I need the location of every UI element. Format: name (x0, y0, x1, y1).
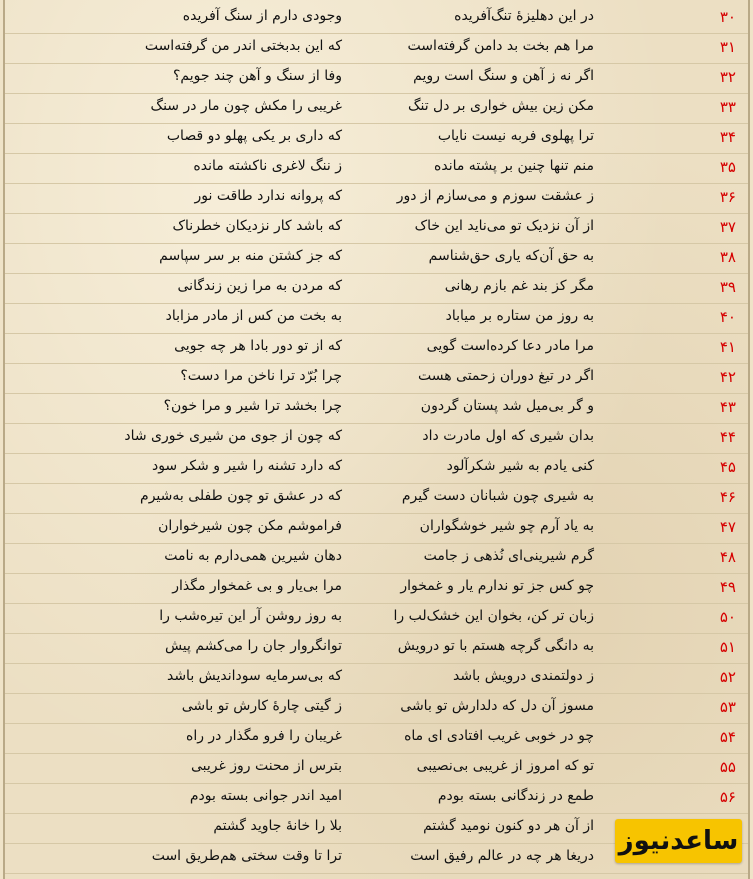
verse-number: ۵۱ (719, 638, 736, 656)
verse-row (5, 484, 748, 514)
verse-number: ۳۴ (719, 128, 736, 146)
second-hemistich: غریبان را فرو مگذار در راه (185, 728, 342, 744)
verse-row (5, 454, 748, 484)
verse-row (5, 784, 748, 814)
first-hemistich: طمع در زندگانی بسته بودم (437, 788, 594, 804)
verse-row (5, 424, 748, 454)
second-hemistich: که دارد تشنه را شیر و شکر سود (151, 458, 342, 474)
verse-number: ۵۶ (719, 788, 736, 806)
first-hemistich: بدان شیری که اول مادرت داد (422, 428, 594, 444)
second-hemistich: دهان شیرین همی‌دارم به نامت (164, 548, 342, 564)
first-hemistich: زبان تر کن، بخوان این خشک‌لب را (393, 608, 594, 624)
logo-text: ساعدنیوز (618, 826, 739, 856)
verse-number: ۴۶ (719, 488, 736, 506)
first-hemistich: به حق آن‌که یاری حق‌شناسم (428, 248, 594, 264)
verse-row (5, 724, 748, 754)
verse-number: ۵۴ (719, 728, 736, 746)
verse-row (5, 94, 748, 124)
second-hemistich: که مردن به مرا زین زندگانی (177, 278, 342, 294)
verse-number: ۴۷ (719, 518, 736, 536)
verse-number: ۴۹ (719, 578, 736, 596)
second-hemistich: مرا بی‌یار و بی غمخوار مگذار (172, 578, 342, 594)
first-hemistich: به یاد آرم چو شیر خوشگواران (419, 518, 594, 534)
first-hemistich: مکن زین بیش خواری بر دل تنگ (407, 98, 594, 114)
first-hemistich: مسوز آن دل که دلدارش تو باشی (400, 698, 594, 714)
verse-row (5, 544, 748, 574)
poem-page (3, 0, 750, 879)
first-hemistich: مرا هم بخت بد دامن گرفته‌است (407, 38, 594, 54)
first-hemistich: منم تنها چنین بر پشته مانده (434, 158, 594, 174)
first-hemistich: به دانگی گرچه هستم با تو درویش (397, 638, 594, 654)
verse-row (5, 364, 748, 394)
first-hemistich: چو کس جز تو ندارم یار و غمخوار (400, 578, 594, 594)
second-hemistich: بترس از محنت روز غریبی (190, 758, 342, 774)
verse-row (5, 304, 748, 334)
verse-number: ۵۲ (719, 668, 736, 686)
verse-number: ۴۳ (719, 398, 736, 416)
verse-list (5, 4, 748, 874)
second-hemistich: ترا تا وقت سختی هم‌طریق است (151, 848, 342, 864)
verse-number: ۴۴ (719, 428, 736, 446)
first-hemistich: اگر در تیغ دوران زحمتی هست (417, 368, 594, 384)
verse-row (5, 334, 748, 364)
second-hemistich: که پروانه ندارد طاقت نور (194, 188, 342, 204)
verse-row (5, 64, 748, 94)
verse-number: ۳۷ (719, 218, 736, 236)
verse-number: ۳۹ (719, 278, 736, 296)
verse-number: ۴۵ (719, 458, 736, 476)
first-hemistich: و گر بی‌میل شد پستان گردون (420, 398, 594, 414)
first-hemistich: از آن هر دو کنون نومید گشتم (423, 818, 594, 834)
first-hemistich: تو که امروز از غریبی بی‌نصیبی (416, 758, 594, 774)
verse-row (5, 574, 748, 604)
second-hemistich: که این بدبختی اندر من گرفته‌است (144, 38, 342, 54)
verse-number: ۳۱ (719, 38, 736, 56)
second-hemistich: که از تو دور بادا هر چه جویی (174, 338, 342, 354)
verse-row (5, 214, 748, 244)
first-hemistich: به شیری چون شبانان دست گیرم (401, 488, 594, 504)
first-hemistich: ز عشقت سوزم و می‌سازم از دور (396, 188, 594, 204)
second-hemistich: به بخت من کس از مادر مزاباد (165, 308, 342, 324)
second-hemistich: که چون از جوی من شیری خوری شاد (124, 428, 342, 444)
second-hemistich: توانگروار جان را می‌کشم پیش (164, 638, 342, 654)
saednews-logo (615, 819, 742, 863)
first-hemistich: ز دولتمندی درویش باشد (453, 668, 594, 684)
first-hemistich: کنی یادم به شیر شکرآلود (446, 458, 594, 474)
verse-number: ۴۰ (719, 308, 736, 326)
second-hemistich: فراموشم مکن چون شیرخواران (158, 518, 342, 534)
second-hemistich: ز گیتی چارهٔ کارش تو باشی (181, 698, 342, 714)
first-hemistich: در این دهلیزهٔ تنگ‌آفریده (454, 8, 594, 24)
first-hemistich: مگر کز بند غم بازم رهانی (444, 278, 594, 294)
second-hemistich: وفا از سنگ و آهن چند جویم؟ (172, 68, 342, 84)
verse-row (5, 664, 748, 694)
verse-row (5, 34, 748, 64)
first-hemistich: ترا پهلوی فربه نیست نایاب (437, 128, 594, 144)
first-hemistich: چو در خوبی غریب افتادی ای ماه (404, 728, 594, 744)
verse-row (5, 124, 748, 154)
verse-number: ۳۲ (719, 68, 736, 86)
verse-row (5, 154, 748, 184)
verse-row (5, 394, 748, 424)
first-hemistich: مرا مادر دعا کرده‌است گویی (426, 338, 594, 354)
verse-row (5, 754, 748, 784)
verse-number: ۵۳ (719, 698, 736, 716)
second-hemistich: ز ننگ لاغری ناکشته مانده (193, 158, 342, 174)
verse-number: ۳۰ (719, 8, 736, 26)
verse-row (5, 4, 748, 34)
verse-number: ۵۵ (719, 758, 736, 776)
second-hemistich: که جز کشتن منه بر سر سپاسم (159, 248, 342, 264)
second-hemistich: چرا بخشد ترا شیر و مرا خون؟ (163, 398, 342, 414)
second-hemistich: که باشد کار نزدیکان خطرناک (172, 218, 342, 234)
verse-number: ۳۸ (719, 248, 736, 266)
second-hemistich: که داری بر یکی پهلو دو قصاب (166, 128, 342, 144)
verse-number: ۴۸ (719, 548, 736, 566)
first-hemistich: اگر نه ز آهن و سنگ است رویم (413, 68, 594, 84)
verse-number: ۴۱ (719, 338, 736, 356)
verse-row (5, 694, 748, 724)
verse-number: ۳۳ (719, 98, 736, 116)
second-hemistich: غریبی را مکش چون مار در سنگ (150, 98, 342, 114)
verse-row (5, 634, 748, 664)
first-hemistich: به روز من ستاره بر میاباد (445, 308, 594, 324)
first-hemistich: دریغا هر چه در عالم رفیق است (410, 848, 594, 864)
verse-number: ۳۶ (719, 188, 736, 206)
second-hemistich: بلا را خانهٔ جاوید گشتم (213, 818, 342, 834)
second-hemistich: چرا بُرّد ترا ناخن مرا دست؟ (180, 368, 342, 384)
second-hemistich: به روز روشن آر این تیره‌شب را (159, 608, 342, 624)
second-hemistich: که بی‌سرمایه سوداندیش باشد (166, 668, 342, 684)
verse-row (5, 274, 748, 304)
verse-row (5, 604, 748, 634)
second-hemistich: امید اندر جوانی بسته بودم (189, 788, 342, 804)
second-hemistich: وجودی دارم از سنگ آفریده (182, 8, 342, 24)
verse-row (5, 514, 748, 544)
verse-row (5, 184, 748, 214)
verse-number: ۳۵ (719, 158, 736, 176)
first-hemistich: گرم شیرینی‌ای نُذهی ز جامت (423, 548, 594, 564)
verse-number: ۴۲ (719, 368, 736, 386)
verse-number: ۵۰ (719, 608, 736, 626)
second-hemistich: که در عشق تو چون طفلی به‌شیرم (140, 488, 342, 504)
first-hemistich: از آن نزدیک تو می‌ناید این خاک (414, 218, 594, 234)
verse-row (5, 244, 748, 274)
